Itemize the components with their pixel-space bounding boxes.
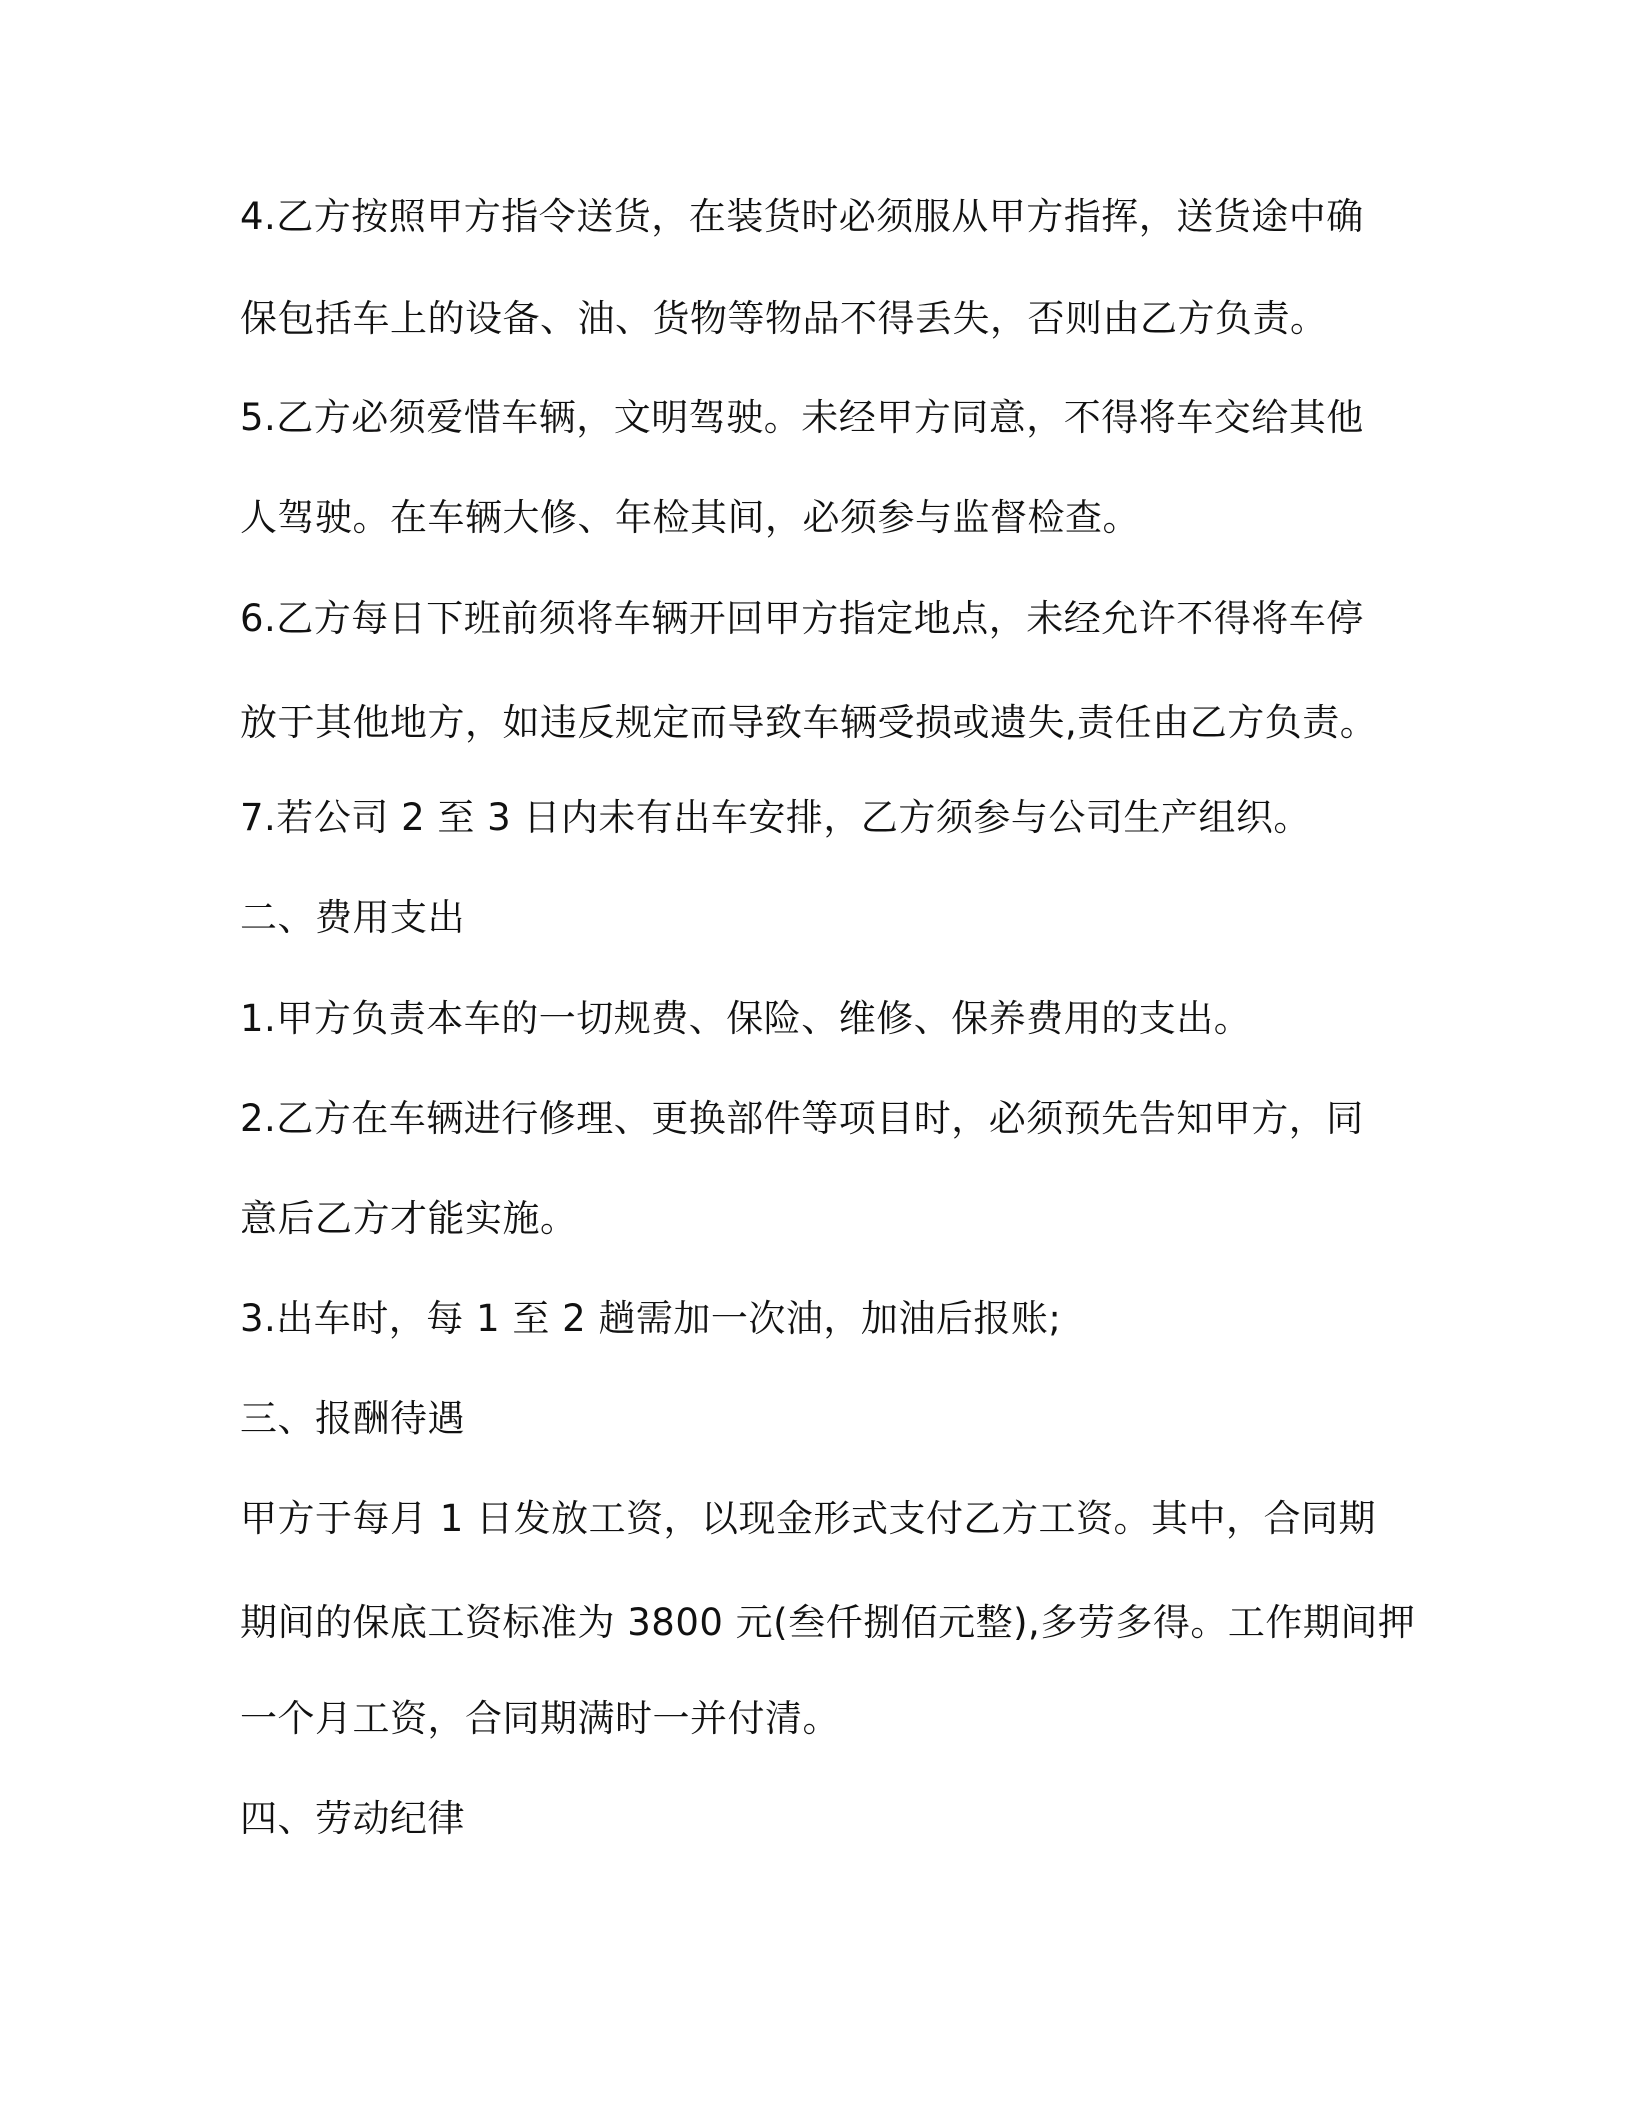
compensation-line-2: 期间的保底工资标准为 3800 元(叁仟捌佰元整),多劳多得。工作期间押 [240,1601,1416,1644]
section-heading-compensation: 三、报酬待遇 [240,1397,465,1440]
clause-4-line-1: 4.乙方按照甲方指令送货，在装货时必须服从甲方指挥，送货途中确 [240,195,1364,238]
clause-4-line-2: 保包括车上的设备、油、货物等物品不得丢失，否则由乙方负责。 [240,297,1328,340]
clause-5-line-1: 5.乙方必须爱惜车辆，文明驾驶。未经甲方同意，不得将车交给其他 [240,396,1364,439]
section-heading-expenses: 二、费用支出 [240,896,465,939]
section-heading-discipline: 四、劳动纪律 [240,1797,465,1840]
expense-clause-3: 3.出车时，每 1 至 2 趟需加一次油，加油后报账; [240,1297,1062,1340]
clause-6-line-1: 6.乙方每日下班前须将车辆开回甲方指定地点，未经允许不得将车停 [240,597,1364,640]
expense-clause-2-line-1: 2.乙方在车辆进行修理、更换部件等项目时，必须预先告知甲方，同 [240,1097,1364,1140]
compensation-line-3: 一个月工资，合同期满时一并付清。 [240,1697,840,1740]
clause-6-line-2: 放于其他地方，如违反规定而导致车辆受损或遗失,责任由乙方负责。 [240,701,1378,744]
expense-clause-2-line-2: 意后乙方才能实施。 [240,1197,578,1240]
expense-clause-1: 1.甲方负责本车的一切规费、保险、维修、保养费用的支出。 [240,997,1252,1040]
clause-5-line-2: 人驾驶。在车辆大修、年检其间，必须参与监督检查。 [240,496,1140,539]
clause-7-line-1: 7.若公司 2 至 3 日内未有出车安排，乙方须参与公司生产组织。 [240,796,1311,839]
compensation-line-1: 甲方于每月 1 日发放工资，以现金形式支付乙方工资。其中，合同期 [240,1497,1377,1540]
